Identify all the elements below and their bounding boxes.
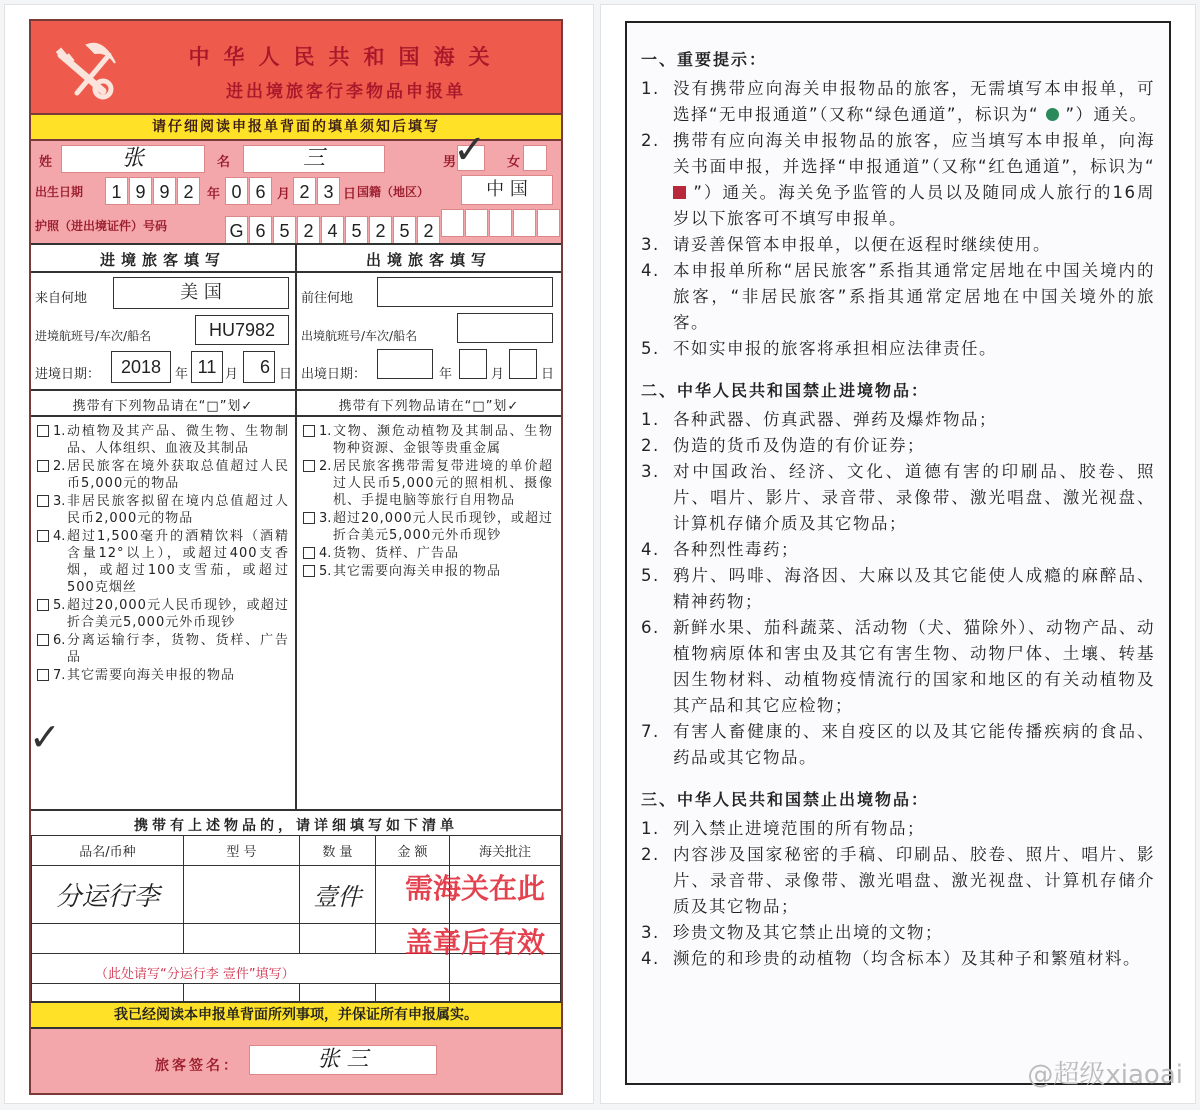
entry-from-field[interactable]: 美 国 bbox=[113, 277, 289, 309]
notice-section bbox=[641, 378, 1155, 771]
exit-date-label: 出境日期： bbox=[301, 367, 367, 382]
item-qty-cell[interactable]: 壹件 bbox=[300, 866, 376, 924]
notice-item-text bbox=[673, 946, 1155, 972]
item-checkbox[interactable] bbox=[37, 530, 49, 542]
item6-checkmark-icon: ✓ bbox=[29, 715, 61, 759]
notice-item-number: 1. bbox=[641, 819, 660, 838]
notice-item bbox=[641, 816, 1155, 842]
item-text: 动植物及其产品、微生物、生物制品、人体组织、血液及其制品 bbox=[67, 424, 289, 456]
notice-item bbox=[641, 537, 1155, 563]
checklist-item[interactable] bbox=[37, 632, 289, 666]
item-number: 5. bbox=[319, 564, 332, 579]
notice-item-number: 3. bbox=[641, 235, 660, 254]
entry-date-label: 进境日期： bbox=[35, 367, 101, 382]
notice-text-part: 有害人畜健康的、来自疫区的以及其它能传播疾病的食品、药品或其它物品。 bbox=[673, 722, 1155, 767]
item-checkbox[interactable] bbox=[37, 495, 49, 507]
item-checkbox[interactable] bbox=[303, 565, 315, 577]
notice-item bbox=[641, 258, 1155, 336]
item-text: 其它需要向海关申报的物品 bbox=[67, 668, 236, 683]
notice-text-part: 鸦片、吗啡、海洛因、大麻以及其它能使人成瘾的麻醉品、精神药物； bbox=[673, 566, 1155, 611]
notice-item-number: 1. bbox=[641, 410, 660, 429]
watermark: @超级xiaoai bbox=[1027, 1060, 1183, 1090]
notice-item-number: 1. bbox=[641, 79, 660, 98]
divider bbox=[31, 415, 561, 417]
dob-month-digit: 0 bbox=[225, 177, 248, 205]
notice-item-text bbox=[673, 920, 1155, 946]
item-checkbox[interactable] bbox=[37, 669, 49, 681]
passport-number-field[interactable] bbox=[225, 209, 561, 244]
male-label: 男 bbox=[443, 155, 457, 170]
entry-flight-field[interactable]: HU7982 bbox=[195, 315, 289, 345]
notice-text-part: 列入禁止进境范围的所有物品； bbox=[673, 819, 925, 838]
dob-year-field[interactable] bbox=[105, 177, 201, 205]
notice-item-text bbox=[673, 816, 1155, 842]
checklist-item[interactable] bbox=[303, 563, 553, 580]
notice-text-part: ”）通关。 bbox=[1065, 105, 1148, 124]
notice-item-text bbox=[673, 76, 1155, 128]
notice-item bbox=[641, 842, 1155, 920]
form-title-line2: 进出境旅客行李物品申报单 bbox=[226, 82, 466, 102]
notice-item-number: 2. bbox=[641, 436, 660, 455]
signature-label: 旅客签名： bbox=[155, 1058, 240, 1074]
notice-item-text bbox=[673, 459, 1155, 537]
exit-check-header: 携带有下列物品请在“□”划✓ bbox=[338, 399, 520, 414]
exit-month-label: 月 bbox=[491, 367, 505, 382]
exit-date-day-field[interactable] bbox=[509, 349, 537, 379]
entry-year-label: 年 bbox=[175, 367, 189, 382]
notice-item-number: 4. bbox=[641, 949, 660, 968]
male-checkmark-icon: ✓ bbox=[453, 127, 487, 173]
exit-section-title: 出境旅客填写 bbox=[365, 251, 492, 269]
notice-item-number: 6. bbox=[641, 618, 660, 637]
checklist-item[interactable] bbox=[303, 458, 553, 509]
notice-section-title: 三、中华人民共和国禁止出境物品： bbox=[641, 790, 930, 809]
notice-item bbox=[641, 719, 1155, 771]
item-text: 超过1,500毫升的酒精饮料（酒精含量12°以上），或超过400支香烟，或超过100支雪茄，或超过500克烟丝 bbox=[67, 529, 289, 595]
item-checkbox[interactable] bbox=[303, 512, 315, 524]
item-checkbox[interactable] bbox=[37, 599, 49, 611]
notice-section-title: 二、中华人民共和国禁止进境物品： bbox=[641, 381, 930, 400]
checklist-item[interactable] bbox=[37, 667, 289, 684]
dob-year-digit: 9 bbox=[153, 177, 176, 205]
dob-label: 出生日期 bbox=[35, 185, 84, 199]
nationality-field[interactable]: 中 国 bbox=[461, 175, 553, 205]
passport-digit bbox=[537, 209, 560, 237]
form-header bbox=[31, 21, 561, 115]
item-number: 7. bbox=[53, 668, 66, 683]
exit-date-year-field[interactable] bbox=[377, 349, 433, 379]
item-text: 其它需要向海关申报的物品 bbox=[333, 564, 502, 579]
exit-flight-field[interactable] bbox=[457, 313, 553, 343]
exit-flight-label: 出境航班号/车次/船名 bbox=[301, 329, 418, 343]
stamp-notice-line2: 盖章后有效 bbox=[405, 926, 546, 959]
notice-item-number: 3. bbox=[641, 923, 660, 942]
item-list-section bbox=[31, 811, 561, 1001]
exit-year-label: 年 bbox=[439, 367, 453, 382]
item-text: 居民旅客携带需复带进境的单价超过人民币5,000元的照相机、摄像机、手提电脑等旅行自用物品 bbox=[333, 459, 553, 508]
item-number: 4. bbox=[319, 546, 332, 561]
notice-item-number: 5. bbox=[641, 566, 660, 585]
notice-item bbox=[641, 920, 1155, 946]
table-header-row bbox=[32, 836, 561, 866]
notice-item bbox=[641, 128, 1155, 232]
entry-flight-label: 进境航班号/车次/船名 bbox=[35, 329, 152, 343]
notice-item bbox=[641, 946, 1155, 972]
notice-item bbox=[641, 336, 1155, 362]
form-title-line1: 中华人民共和国海关 bbox=[188, 45, 504, 69]
signature-section bbox=[31, 1029, 561, 1093]
item-name-cell[interactable] bbox=[32, 924, 184, 954]
checklist-item[interactable] bbox=[303, 510, 553, 544]
notice-text-part: 对中国政治、经济、文化、道德有害的印刷品、胶卷、照片、唱片、影片、录音带、录像带、激光唱盘、激光视盘、计算机存储介质及其它物品； bbox=[673, 462, 1155, 533]
checklist-item[interactable] bbox=[37, 458, 289, 492]
checklist-item[interactable] bbox=[303, 423, 553, 457]
item-number: 2. bbox=[53, 459, 66, 474]
item-checkbox[interactable] bbox=[303, 460, 315, 472]
dob-year-digit: 2 bbox=[177, 177, 200, 205]
item-text: 居民旅客在境外获取总值超过人民币5,000元的物品 bbox=[67, 459, 289, 491]
notice-text-part: ”）通关。海关免予监管的人员以及随同成人旅行的16周岁以下旅客可不填写申报单。 bbox=[673, 183, 1156, 228]
surname-label: 姓 bbox=[39, 155, 53, 170]
entry-date-month-field[interactable]: 11 bbox=[191, 351, 223, 383]
item-checkbox[interactable] bbox=[303, 425, 315, 437]
red-channel-icon bbox=[673, 186, 686, 199]
notice-text-part: 内容涉及国家秘密的手稿、印刷品、胶卷、照片、唱片、影片、录音带、录像带、激光唱盘、激光视盘、计算机存储介质及其它物品； bbox=[673, 845, 1155, 916]
exit-items-list bbox=[303, 423, 553, 581]
item-checkbox[interactable] bbox=[303, 547, 315, 559]
entry-from-label: 来自何地 bbox=[35, 291, 88, 306]
passport-digit: 2 bbox=[369, 216, 392, 244]
item-number: 4. bbox=[53, 529, 66, 544]
entry-date-day-field[interactable]: 6 bbox=[243, 351, 275, 383]
entry-items-list bbox=[37, 423, 289, 685]
notice-item bbox=[641, 459, 1155, 537]
notice-text-part: 濒危的和珍贵的动植物（均含标本）及其种子和繁殖材料。 bbox=[673, 949, 1141, 968]
notice-item-text bbox=[673, 258, 1155, 336]
green-channel-icon bbox=[1046, 108, 1059, 121]
notice-list bbox=[641, 76, 1155, 362]
column-header: 品名/币种 bbox=[32, 836, 184, 866]
item-number: 1. bbox=[53, 424, 66, 439]
item-number: 3. bbox=[319, 511, 332, 526]
notice-page bbox=[600, 4, 1196, 1104]
passport-digit: G bbox=[225, 216, 248, 244]
passport-digit: 4 bbox=[321, 216, 344, 244]
notice-text-part: 请妥善保管本申报单，以便在返程时继续使用。 bbox=[673, 235, 1051, 254]
notice-text-part: 各种武器、仿真武器、弹药及爆炸物品； bbox=[673, 410, 997, 429]
declaration-form-page bbox=[4, 4, 594, 1104]
customs-emblem-icon bbox=[51, 33, 121, 103]
notice-item-number: 2. bbox=[641, 845, 660, 864]
item-name-cell[interactable]: 分运行李 bbox=[32, 866, 184, 924]
notice-item bbox=[641, 615, 1155, 719]
item-text: 文物、濒危动植物及其制品、生物物种资源、金银等贵重金属 bbox=[333, 424, 553, 456]
item-checkbox[interactable] bbox=[37, 460, 49, 472]
notice-item-number: 3. bbox=[641, 462, 660, 481]
exit-to-field[interactable] bbox=[377, 277, 553, 307]
given-name-field[interactable]: 三 bbox=[243, 145, 385, 173]
exit-day-label: 日 bbox=[541, 367, 555, 382]
given-name-label: 名 bbox=[217, 155, 231, 170]
dob-day-label: 日 bbox=[343, 187, 357, 202]
column-header: 金 额 bbox=[376, 836, 450, 866]
notice-item bbox=[641, 76, 1155, 128]
entry-day-label: 日 bbox=[279, 367, 293, 382]
notice-item-text bbox=[673, 842, 1155, 920]
divider bbox=[31, 271, 561, 273]
notice-item-number: 7. bbox=[641, 722, 660, 741]
dob-year-digit: 1 bbox=[105, 177, 128, 205]
notice-item-text bbox=[673, 407, 1155, 433]
notice-item bbox=[641, 232, 1155, 258]
passport-digit: 5 bbox=[273, 216, 296, 244]
notice-panel bbox=[625, 21, 1171, 1085]
passport-digit: 5 bbox=[345, 216, 368, 244]
notice-text-part: 珍贵文物及其它禁止出境的文物； bbox=[673, 923, 943, 942]
notice-item-number: 4. bbox=[641, 261, 660, 280]
dob-year-label: 年 bbox=[207, 187, 221, 202]
dob-month-digit: 6 bbox=[249, 177, 272, 205]
notice-text-part: 本申报单所称“居民旅客”系指其通常定居地在中国关境内的旅客，“非居民旅客”系指其通常定居地在中国关境外的旅客。 bbox=[673, 261, 1155, 332]
notice-item-number: 4. bbox=[641, 540, 660, 559]
notice-item-number: 5. bbox=[641, 339, 660, 358]
dob-day-digit: 3 bbox=[317, 177, 340, 205]
customs-declaration-form bbox=[29, 19, 563, 1095]
dob-month-label: 月 bbox=[277, 187, 291, 202]
notice-item-text bbox=[673, 719, 1155, 771]
item-qty-cell[interactable] bbox=[300, 924, 376, 954]
entry-section-title: 进境旅客填写 bbox=[99, 251, 226, 269]
entry-month-label: 月 bbox=[225, 367, 239, 382]
notice-item bbox=[641, 433, 1155, 459]
dob-year-digit: 9 bbox=[129, 177, 152, 205]
passport-digit bbox=[513, 209, 536, 237]
item-checkbox[interactable] bbox=[37, 634, 49, 646]
instruction-bar: 请仔细阅读申报单背面的填单须知后填写 bbox=[31, 115, 561, 141]
nationality-label: 国籍（地区） bbox=[357, 185, 430, 199]
checklist-item[interactable] bbox=[37, 423, 289, 457]
item-model-cell[interactable] bbox=[184, 866, 300, 924]
checklist-item[interactable] bbox=[37, 528, 289, 596]
notice-item-text bbox=[673, 537, 1155, 563]
passport-label: 护照（进出境证件）号码 bbox=[35, 219, 168, 233]
female-checkbox[interactable] bbox=[523, 145, 547, 171]
passport-digit: 2 bbox=[297, 216, 320, 244]
notice-text-part: 没有携带应向海关申报物品的旅客，无需填写本申报单，可选择“无申报通道”（又称“绿色通道”，标识为“ bbox=[673, 79, 1155, 124]
dob-month-field[interactable] bbox=[225, 177, 273, 205]
exit-date-month-field[interactable] bbox=[459, 349, 487, 379]
notice-text-part: 新鲜水果、茄科蔬菜、活动物（犬、猫除外）、动物产品、动植物病原体和害虫及其它有害生物、动物尸体、土壤、转基因生物材料、动植物疫情流行的国家和地区的有关动植物及其产品和其它应检物； bbox=[673, 618, 1155, 715]
declaration-statement: 我已经阅读本申报单背面所列事项，并保证所有申报属实。 bbox=[31, 1001, 561, 1029]
checklist-item[interactable] bbox=[303, 545, 553, 562]
item-model-cell[interactable] bbox=[184, 924, 300, 954]
item-list-title: 携带有上述物品的，请详细填写如下清单 bbox=[134, 818, 458, 834]
notice-text-part: 不如实申报的旅客将承担相应法律责任。 bbox=[673, 339, 997, 358]
notice-item bbox=[641, 407, 1155, 433]
dob-day-digit: 2 bbox=[293, 177, 316, 205]
item-checkbox[interactable] bbox=[37, 425, 49, 437]
traveler-sections bbox=[31, 243, 561, 811]
column-header: 海关批注 bbox=[450, 836, 561, 866]
notice-item-text bbox=[673, 336, 1155, 362]
entry-check-header: 携带有下列物品请在“□”划✓ bbox=[72, 399, 254, 414]
notice-item-text bbox=[673, 128, 1155, 232]
female-label: 女 bbox=[507, 155, 521, 170]
notice-section bbox=[641, 47, 1155, 362]
passport-digit: 6 bbox=[249, 216, 272, 244]
notice-text-part: 各种烈性毒药； bbox=[673, 540, 799, 559]
passport-digit bbox=[465, 209, 488, 237]
item-text: 非居民旅客拟留在境内总值超过人民币2,000元的物品 bbox=[67, 494, 289, 526]
checklist-item[interactable] bbox=[37, 597, 289, 631]
item-text: 超过20,000元人民币现钞，或超过折合美元5,000元外币现钞 bbox=[333, 511, 553, 543]
notice-item bbox=[641, 563, 1155, 615]
notice-section bbox=[641, 787, 1155, 972]
divider bbox=[31, 243, 561, 245]
notice-item-text bbox=[673, 433, 1155, 459]
checklist-item[interactable] bbox=[37, 493, 289, 527]
item-text: 货物、货样、广告品 bbox=[333, 546, 460, 561]
notice-item-text bbox=[673, 232, 1155, 258]
column-divider bbox=[295, 243, 297, 811]
list-hint: （此处请写“分运行李 壹件”填写） bbox=[95, 967, 295, 982]
notice-item-text bbox=[673, 563, 1155, 615]
passport-digit: 5 bbox=[393, 216, 416, 244]
notice-list bbox=[641, 407, 1155, 771]
notice-list bbox=[641, 816, 1155, 972]
passport-digit: 2 bbox=[417, 216, 440, 244]
item-number: 5. bbox=[53, 598, 66, 613]
notice-text-part: 携带有应向海关申报物品的旅客，应当填写本申报单，向海关书面申报，并选择“申报通道”（又称“红色通道”，标识为“ bbox=[673, 131, 1155, 176]
item-number: 2. bbox=[319, 459, 332, 474]
dob-day-field[interactable] bbox=[293, 177, 341, 205]
entry-date-year-field[interactable]: 2018 bbox=[111, 351, 171, 383]
passport-digit bbox=[441, 209, 464, 237]
notice-section-title: 一、重要提示： bbox=[641, 50, 768, 69]
exit-to-label: 前往何地 bbox=[301, 291, 354, 306]
notice-item-text bbox=[673, 615, 1155, 719]
item-number: 3. bbox=[53, 494, 66, 509]
item-number: 1. bbox=[319, 424, 332, 439]
item-number: 6. bbox=[53, 633, 66, 648]
notice-text-part: 伪造的货币及伪造的有价证券； bbox=[673, 436, 925, 455]
notice-item-number: 2. bbox=[641, 131, 660, 150]
passport-digit bbox=[489, 209, 512, 237]
column-header: 数 量 bbox=[300, 836, 376, 866]
signature-field[interactable]: 张 三 bbox=[249, 1045, 437, 1075]
item-text: 超过20,000元人民币现钞，或超过折合美元5,000元外币现钞 bbox=[67, 598, 289, 630]
item-text: 分离运输行李，货物、货样、广告品 bbox=[67, 633, 289, 665]
surname-field[interactable]: 张 bbox=[61, 145, 205, 173]
column-header: 型 号 bbox=[184, 836, 300, 866]
divider bbox=[31, 389, 561, 391]
stamp-notice-line1: 需海关在此 bbox=[405, 872, 546, 905]
